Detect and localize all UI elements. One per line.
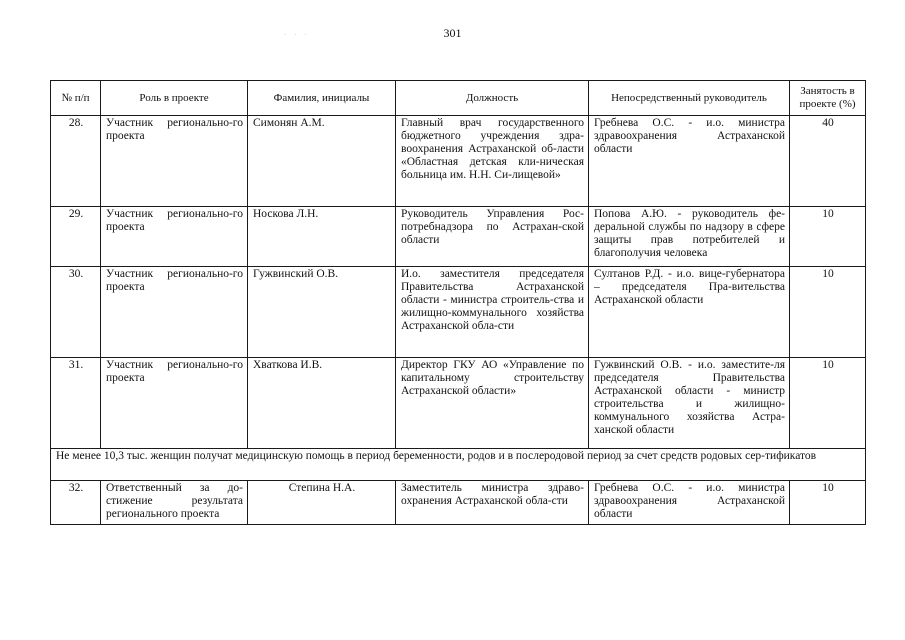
cell-load: 40 bbox=[790, 116, 866, 207]
cell-supervisor: Гребнева О.С. - и.о. министра здравоохранения Астраханской области bbox=[589, 116, 790, 207]
cell-name: Степина Н.А. bbox=[248, 481, 396, 525]
col-header-position: Должность bbox=[396, 81, 589, 116]
cell-name: Гужвинский О.В. bbox=[248, 267, 396, 358]
project-participants-table bbox=[50, 80, 866, 525]
col-header-role: Роль в проекте bbox=[101, 81, 248, 116]
cell-num: 30. bbox=[51, 267, 101, 358]
cell-role: Участник регионально-го проекта bbox=[101, 116, 248, 207]
scan-speck: · · · bbox=[284, 31, 310, 39]
cell-name: Носкова Л.Н. bbox=[248, 207, 396, 267]
cell-load: 10 bbox=[790, 358, 866, 449]
col-header-load: Занятость в проекте (%) bbox=[790, 81, 866, 116]
cell-role: Участник регионально-го проекта bbox=[101, 207, 248, 267]
col-header-supervisor: Непосредственный руководитель bbox=[589, 81, 790, 116]
cell-load: 10 bbox=[790, 481, 866, 525]
cell-role: Участник регионально-го проекта bbox=[101, 267, 248, 358]
cell-role: Ответственный за до-стижение результата регионального проекта bbox=[101, 481, 248, 525]
table-header-row bbox=[51, 81, 866, 116]
cell-supervisor: Гужвинский О.В. - и.о. заместите-ля председателя Правительства Астраханской области - министр строительства и жилищно-коммунального хозяйства Астра-ханской области bbox=[589, 358, 790, 449]
cell-role: Участник регионально-го проекта bbox=[101, 358, 248, 449]
table-row bbox=[51, 207, 866, 267]
table-note-row bbox=[51, 449, 866, 481]
cell-position: Директор ГКУ АО «Управление по капитальному строительству Астраханской области» bbox=[396, 358, 589, 449]
cell-supervisor: Султанов Р.Д. - и.о. вице-губернатора – председателя Пра-вительства Астраханской области bbox=[589, 267, 790, 358]
cell-name: Симонян А.М. bbox=[248, 116, 396, 207]
table-row bbox=[51, 116, 866, 207]
cell-name: Хваткова И.В. bbox=[248, 358, 396, 449]
col-header-name: Фамилия, инициалы bbox=[248, 81, 396, 116]
cell-load: 10 bbox=[790, 207, 866, 267]
cell-num: 28. bbox=[51, 116, 101, 207]
col-header-num: № п/п bbox=[51, 81, 101, 116]
table-row bbox=[51, 358, 866, 449]
cell-position: Руководитель Управления Рос-потребнадзора по Астрахан-ской области bbox=[396, 207, 589, 267]
page-number: 301 bbox=[443, 26, 462, 40]
cell-num: 32. bbox=[51, 481, 101, 525]
cell-supervisor: Гребнева О.С. - и.о. министра здравоохранения Астраханской области bbox=[589, 481, 790, 525]
cell-num: 29. bbox=[51, 207, 101, 267]
cell-position: Главный врач государственного бюджетного учреждения здра-воохранения Астраханской об-ласти «Областная детская кли-ническая больница им. Н.Н. Си-лищевой» bbox=[396, 116, 589, 207]
cell-position: Заместитель министра здраво-охранения Астраханской обла-сти bbox=[396, 481, 589, 525]
cell-position: И.о. заместителя председателя Правительства Астраханской области - министра строитель-ства и жилищно-коммунального хозяйства Астраханской обла-сти bbox=[396, 267, 589, 358]
table-row bbox=[51, 267, 866, 358]
cell-num: 31. bbox=[51, 358, 101, 449]
cell-supervisor: Попова А.Ю. - руководитель фе-деральной службы по надзору в сфере защиты прав потребителей и благополучия человека bbox=[589, 207, 790, 267]
table-row bbox=[51, 481, 866, 525]
result-note: Не менее 10,3 тыс. женщин получат медицинскую помощь в период беременности, родов и в послеродовой период за счет средств родовых сер-тификатов bbox=[51, 449, 866, 481]
cell-load: 10 bbox=[790, 267, 866, 358]
